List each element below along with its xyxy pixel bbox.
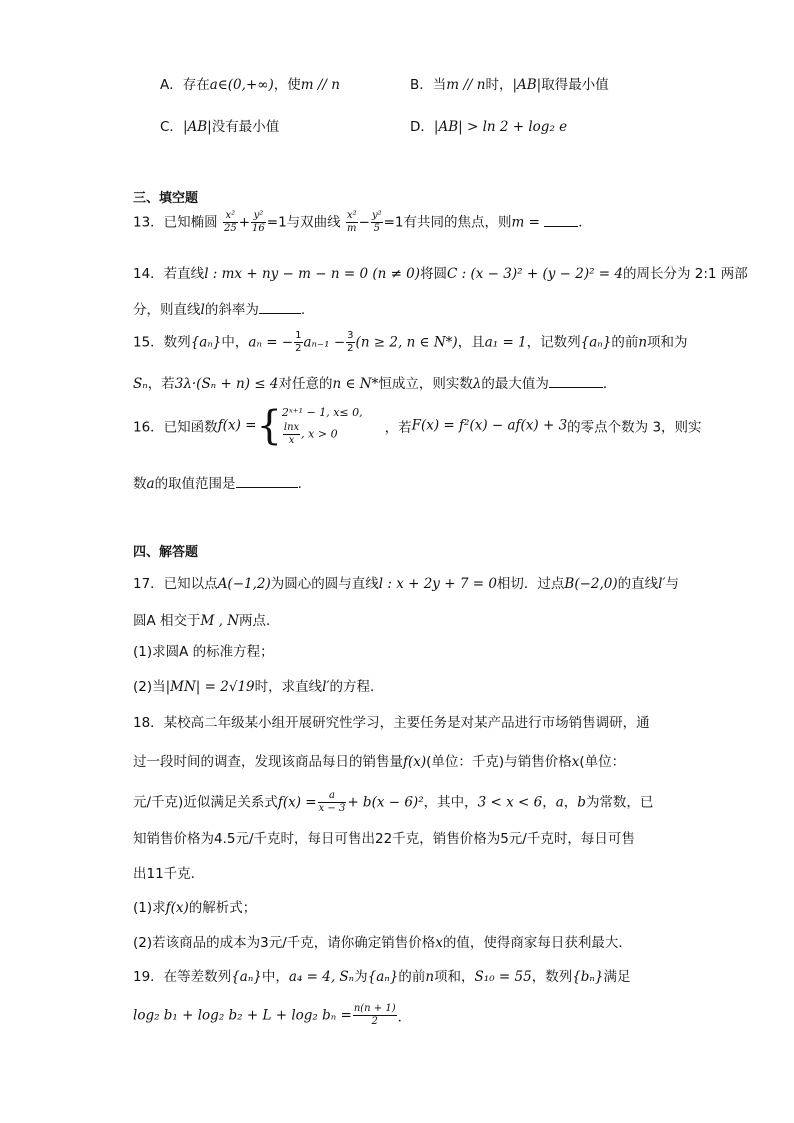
q19-text-g: 满足 <box>603 969 631 985</box>
q19-frac-den: 2 <box>371 1016 378 1027</box>
q17-p2-text-b: 时，求直线 <box>254 679 323 695</box>
q13-frac-3 <box>346 210 358 235</box>
q15-text-e: 的前 <box>611 334 639 351</box>
q17-MN: M , N <box>200 613 240 629</box>
question-19-line-1 <box>133 965 631 985</box>
q18-text-f: ， <box>542 794 556 811</box>
q16-piece-1: 2ˣ⁺¹ − 1, x≤ 0, <box>281 406 363 419</box>
q15-rec-c: (n ≥ 2, n ∈ N*) <box>355 334 458 351</box>
q18-text-h: 为常数，已 <box>585 794 654 811</box>
option-c-prefix: C． <box>160 119 183 135</box>
option-a <box>160 73 340 93</box>
q18-text-g: ， <box>563 794 578 811</box>
q14-text-c: 的周长分为 2:1 两部 <box>622 266 748 282</box>
q16-piece-2-frac <box>283 422 300 447</box>
q13-end: ． <box>578 214 592 231</box>
q18-text-c: (单位： <box>579 754 626 770</box>
q17-text-f: 圆A 相交于 <box>133 613 201 629</box>
question-18-part-1 <box>133 896 256 916</box>
q14-end: . <box>300 302 306 318</box>
option-a-math: a∈(0,+∞) <box>209 77 274 93</box>
option-a-prefix: A．存在 <box>160 77 210 93</box>
q15-a1: a₁ = 1 <box>484 334 527 351</box>
question-18-line-3 <box>133 790 653 815</box>
q15-seq: {aₙ} <box>190 334 222 351</box>
q19-text-f: ，数列 <box>531 969 573 985</box>
q15-frac-2-den: 2 <box>347 343 354 354</box>
q15-end: ． <box>602 376 617 392</box>
q13-minus: − <box>358 214 370 231</box>
q16-text-c: 的零点个数为 3，则实 <box>567 419 702 436</box>
question-17-part-2 <box>133 675 384 695</box>
q16-text-e: 的取值范围是 <box>154 476 236 492</box>
q15-n: n <box>638 334 648 351</box>
q13-frac-3-num: x² <box>346 210 357 221</box>
question-18-line-5: 出11千克． <box>133 866 205 882</box>
q17-text-e: 与 <box>665 576 680 592</box>
q17-text-b: 为圆心的圆与直线 <box>270 576 379 592</box>
q17-text-g: 两点． <box>239 613 280 629</box>
q17-line: l : x + 2y + 7 = 0 <box>378 576 497 592</box>
question-15-line-1 <box>133 330 688 355</box>
question-17-part-1: (1)求圆A 的标准方程； <box>133 644 274 660</box>
q15-text-b: 中， <box>221 334 249 351</box>
q15-answer-blank[interactable] <box>549 375 603 388</box>
q15-text-d: ，记数列 <box>526 334 581 351</box>
option-b-suffix2: 取得最小值 <box>541 77 609 93</box>
q19-n: n <box>425 969 435 985</box>
q14-text-e: 的斜率为 <box>204 302 259 318</box>
q16-piecewise <box>282 404 363 447</box>
question-14-line-1 <box>133 262 748 282</box>
q18-p1-text-a: (1)求 <box>133 900 166 916</box>
q15-text-j: 的最大值为 <box>481 376 549 392</box>
q16-piece-2-num: lnx <box>283 422 300 433</box>
option-b-prefix: B．当 <box>410 77 447 93</box>
question-18-part-2 <box>133 931 632 951</box>
q15-nN: n ∈ N* <box>332 376 379 392</box>
q15-text-i: 恒成立，则实数 <box>378 376 473 392</box>
q17-p2-MN: |MN| = 2√19 <box>165 679 255 695</box>
question-16-line-2 <box>133 472 302 492</box>
q16-end: . <box>297 476 302 492</box>
section-3-title: 三、填空题 <box>133 191 199 206</box>
option-b-suffix: 时， <box>485 77 513 93</box>
option-c-suffix: 没有最小值 <box>211 119 280 135</box>
q13-frac-1-num: x² <box>223 210 238 223</box>
q14-line-eq: l : mx + ny − m − n = 0 (n ≠ 0) <box>204 266 421 282</box>
q17-B: B(−2,0) <box>564 576 618 592</box>
option-c-math: |AB| <box>182 119 212 135</box>
q15-text-g: ，若 <box>147 376 175 392</box>
question-18-line-1: 18．某校高二年级某小组开展研究性学习，主要任务是对某产品进行市场销售调研，通 <box>133 715 650 731</box>
q15-frac-1-num: 1 <box>295 330 302 341</box>
question-13 <box>133 210 592 235</box>
q19-text-d: 的前 <box>398 969 426 985</box>
q18-fx-eq: f(x) = <box>277 794 317 811</box>
q14-answer-blank[interactable] <box>259 301 301 314</box>
q19-an-2: {aₙ} <box>367 969 399 985</box>
q19-frac <box>353 1003 397 1028</box>
q18-frac <box>318 790 347 815</box>
option-b <box>410 73 609 93</box>
q17-lprime: l′ <box>658 576 666 592</box>
q15-text-f: 项和为 <box>647 334 688 351</box>
question-17-line-2 <box>133 609 280 629</box>
q18-text-e: ，其中， <box>423 794 478 811</box>
q14-text-a: 14．若直线 <box>133 266 205 282</box>
question-19-line-2 <box>133 1003 411 1028</box>
q15-frac-2-num: 3 <box>347 330 354 341</box>
q17-A: A(−1,2) <box>217 576 271 592</box>
q19-S10: S₁₀ = 55 <box>474 969 532 985</box>
q18-a: a <box>555 794 564 811</box>
option-d-math: |AB| > ln 2 + log₂ e <box>433 119 568 135</box>
q18-fx: f(x) <box>403 754 427 770</box>
q17-p2-text-c: 的方程． <box>329 679 384 695</box>
q13-frac-4 <box>371 210 383 235</box>
option-c <box>160 115 279 135</box>
q18-p1-fx: f(x) <box>165 900 189 916</box>
q17-p2-text-a: (2)当 <box>133 679 166 695</box>
q16-answer-blank[interactable] <box>236 475 298 488</box>
q18-text-b: (单位：千克)与销售价格 <box>426 754 572 770</box>
q16-fx: f(x) = <box>217 417 257 434</box>
q14-text-b: 将圆 <box>420 266 448 282</box>
question-16-line-1 <box>133 404 702 447</box>
option-b-math: m // n <box>446 77 486 93</box>
q18-text-d: 元/千克)近似满足关系式 <box>133 794 278 811</box>
q17-text-c: 相切．过点 <box>496 576 565 592</box>
question-17-line-1 <box>133 572 679 592</box>
q18-fx-rest: + b(x − 6)² <box>347 794 424 811</box>
q13-text-a: 13．已知椭圆 <box>133 214 218 231</box>
q15-rec-a: aₙ = − <box>248 334 294 351</box>
q19-text-c: 为 <box>354 969 368 985</box>
q13-text-c: =1有共同的焦点，则 <box>383 214 512 231</box>
section-4-title: 四、解答题 <box>133 545 199 560</box>
option-d <box>410 115 567 135</box>
q13-m: m = <box>511 214 540 231</box>
question-14-line-2 <box>133 298 305 318</box>
option-d-prefix: D． <box>410 119 434 135</box>
q13-frac-1 <box>223 210 238 235</box>
q18-x: x <box>571 754 580 770</box>
q19-text-e: 项和， <box>434 969 475 985</box>
q16-text-d: 数 <box>133 476 147 492</box>
q19-end: ． <box>397 1009 412 1026</box>
q16-piece-2-den: x <box>288 435 295 446</box>
q15-text-a: 15．数列 <box>133 334 191 351</box>
q14-text-d: 分，则直线 <box>133 302 201 318</box>
q13-frac-4-den: 5 <box>373 223 380 234</box>
q16-piece-2-cond: , x > 0 <box>301 427 338 441</box>
q19-an: {aₙ} <box>231 969 262 985</box>
question-15-line-2 <box>133 372 616 392</box>
q14-circle-eq: C : (x − 3)² + (y − 2)² = 4 <box>447 266 623 282</box>
q13-frac-2 <box>251 210 266 235</box>
q15-frac-2 <box>346 330 354 355</box>
q15-seq-2: {aₙ} <box>580 334 612 351</box>
q13-text-b: =1与双曲线 <box>266 214 341 231</box>
option-a-math2: m // n <box>300 77 340 93</box>
q18-p1-text-b: 的解析式； <box>188 900 257 916</box>
q15-rec-b: aₙ₋₁ − <box>303 334 346 351</box>
q15-frac-1 <box>294 330 302 355</box>
q17-text-a: 17．已知以点 <box>133 576 218 592</box>
q13-frac-4-num: y² <box>371 210 382 221</box>
q19-bn: {bₙ} <box>572 969 604 985</box>
q19-frac-num: n(n + 1) <box>353 1003 396 1014</box>
q14-l: l <box>200 302 205 318</box>
q19-text-a: 19．在等差数列 <box>133 969 232 985</box>
question-18-line-4: 知销售价格为4.5元/千克时，每日可售出22千克，销售价格为5元/千克时，每日可售 <box>133 831 635 847</box>
q18-b: b <box>577 794 586 811</box>
question-18-line-2 <box>133 750 625 770</box>
q13-plus: + <box>238 214 251 231</box>
q19-log-sum: log₂ b₁ + log₂ b₂ + L + log₂ bₙ = <box>133 1007 352 1024</box>
q19-a4: a₄ = 4, Sₙ <box>288 969 355 985</box>
q18-p2-x: x <box>435 935 443 951</box>
q19-text-b: 中， <box>261 969 289 985</box>
q15-frac-1-den: 2 <box>295 343 302 354</box>
q18-frac-num: a <box>318 790 347 803</box>
q13-frac-3-den: m <box>347 223 357 234</box>
q16-brace: { <box>256 402 282 449</box>
q18-range: 3 < x < 6 <box>477 794 543 811</box>
q16-text-b: ，若 <box>384 419 412 436</box>
q13-frac-2-den: 16 <box>252 223 265 234</box>
q15-lambda: λ <box>472 376 482 392</box>
q18-frac-den: x − 3 <box>318 803 346 814</box>
q16-Fx: F(x) = f²(x) − af(x) + 3 <box>411 417 568 434</box>
q16-a: a <box>146 476 155 492</box>
q15-text-h: 对任意的 <box>278 376 333 392</box>
q17-p2-lprime: l′ <box>322 679 330 695</box>
q18-p2-text-a: (2)若该商品的成本为3元/千克，请你确定销售价格 <box>133 935 436 951</box>
q15-ineq: 3λ·(Sₙ + n) ≤ 4 <box>174 376 279 392</box>
q15-text-c: ，且 <box>457 334 485 351</box>
q15-sn: Sₙ <box>133 376 148 392</box>
q13-frac-2-num: y² <box>251 210 266 223</box>
option-b-math2: |AB| <box>512 77 542 93</box>
q13-frac-1-den: 25 <box>223 223 237 234</box>
q13-answer-blank[interactable] <box>544 214 578 227</box>
q16-text-a: 16．已知函数 <box>133 419 218 436</box>
q17-text-d: 的直线 <box>617 576 659 592</box>
q18-text-a: 过一段时间的调查，发现该商品每日的销售量 <box>133 754 403 770</box>
option-a-suffix: ，使 <box>273 77 301 93</box>
q16-piece-2 <box>282 422 363 447</box>
q18-p2-text-b: 的值，使得商家每日获利最大． <box>442 935 632 951</box>
